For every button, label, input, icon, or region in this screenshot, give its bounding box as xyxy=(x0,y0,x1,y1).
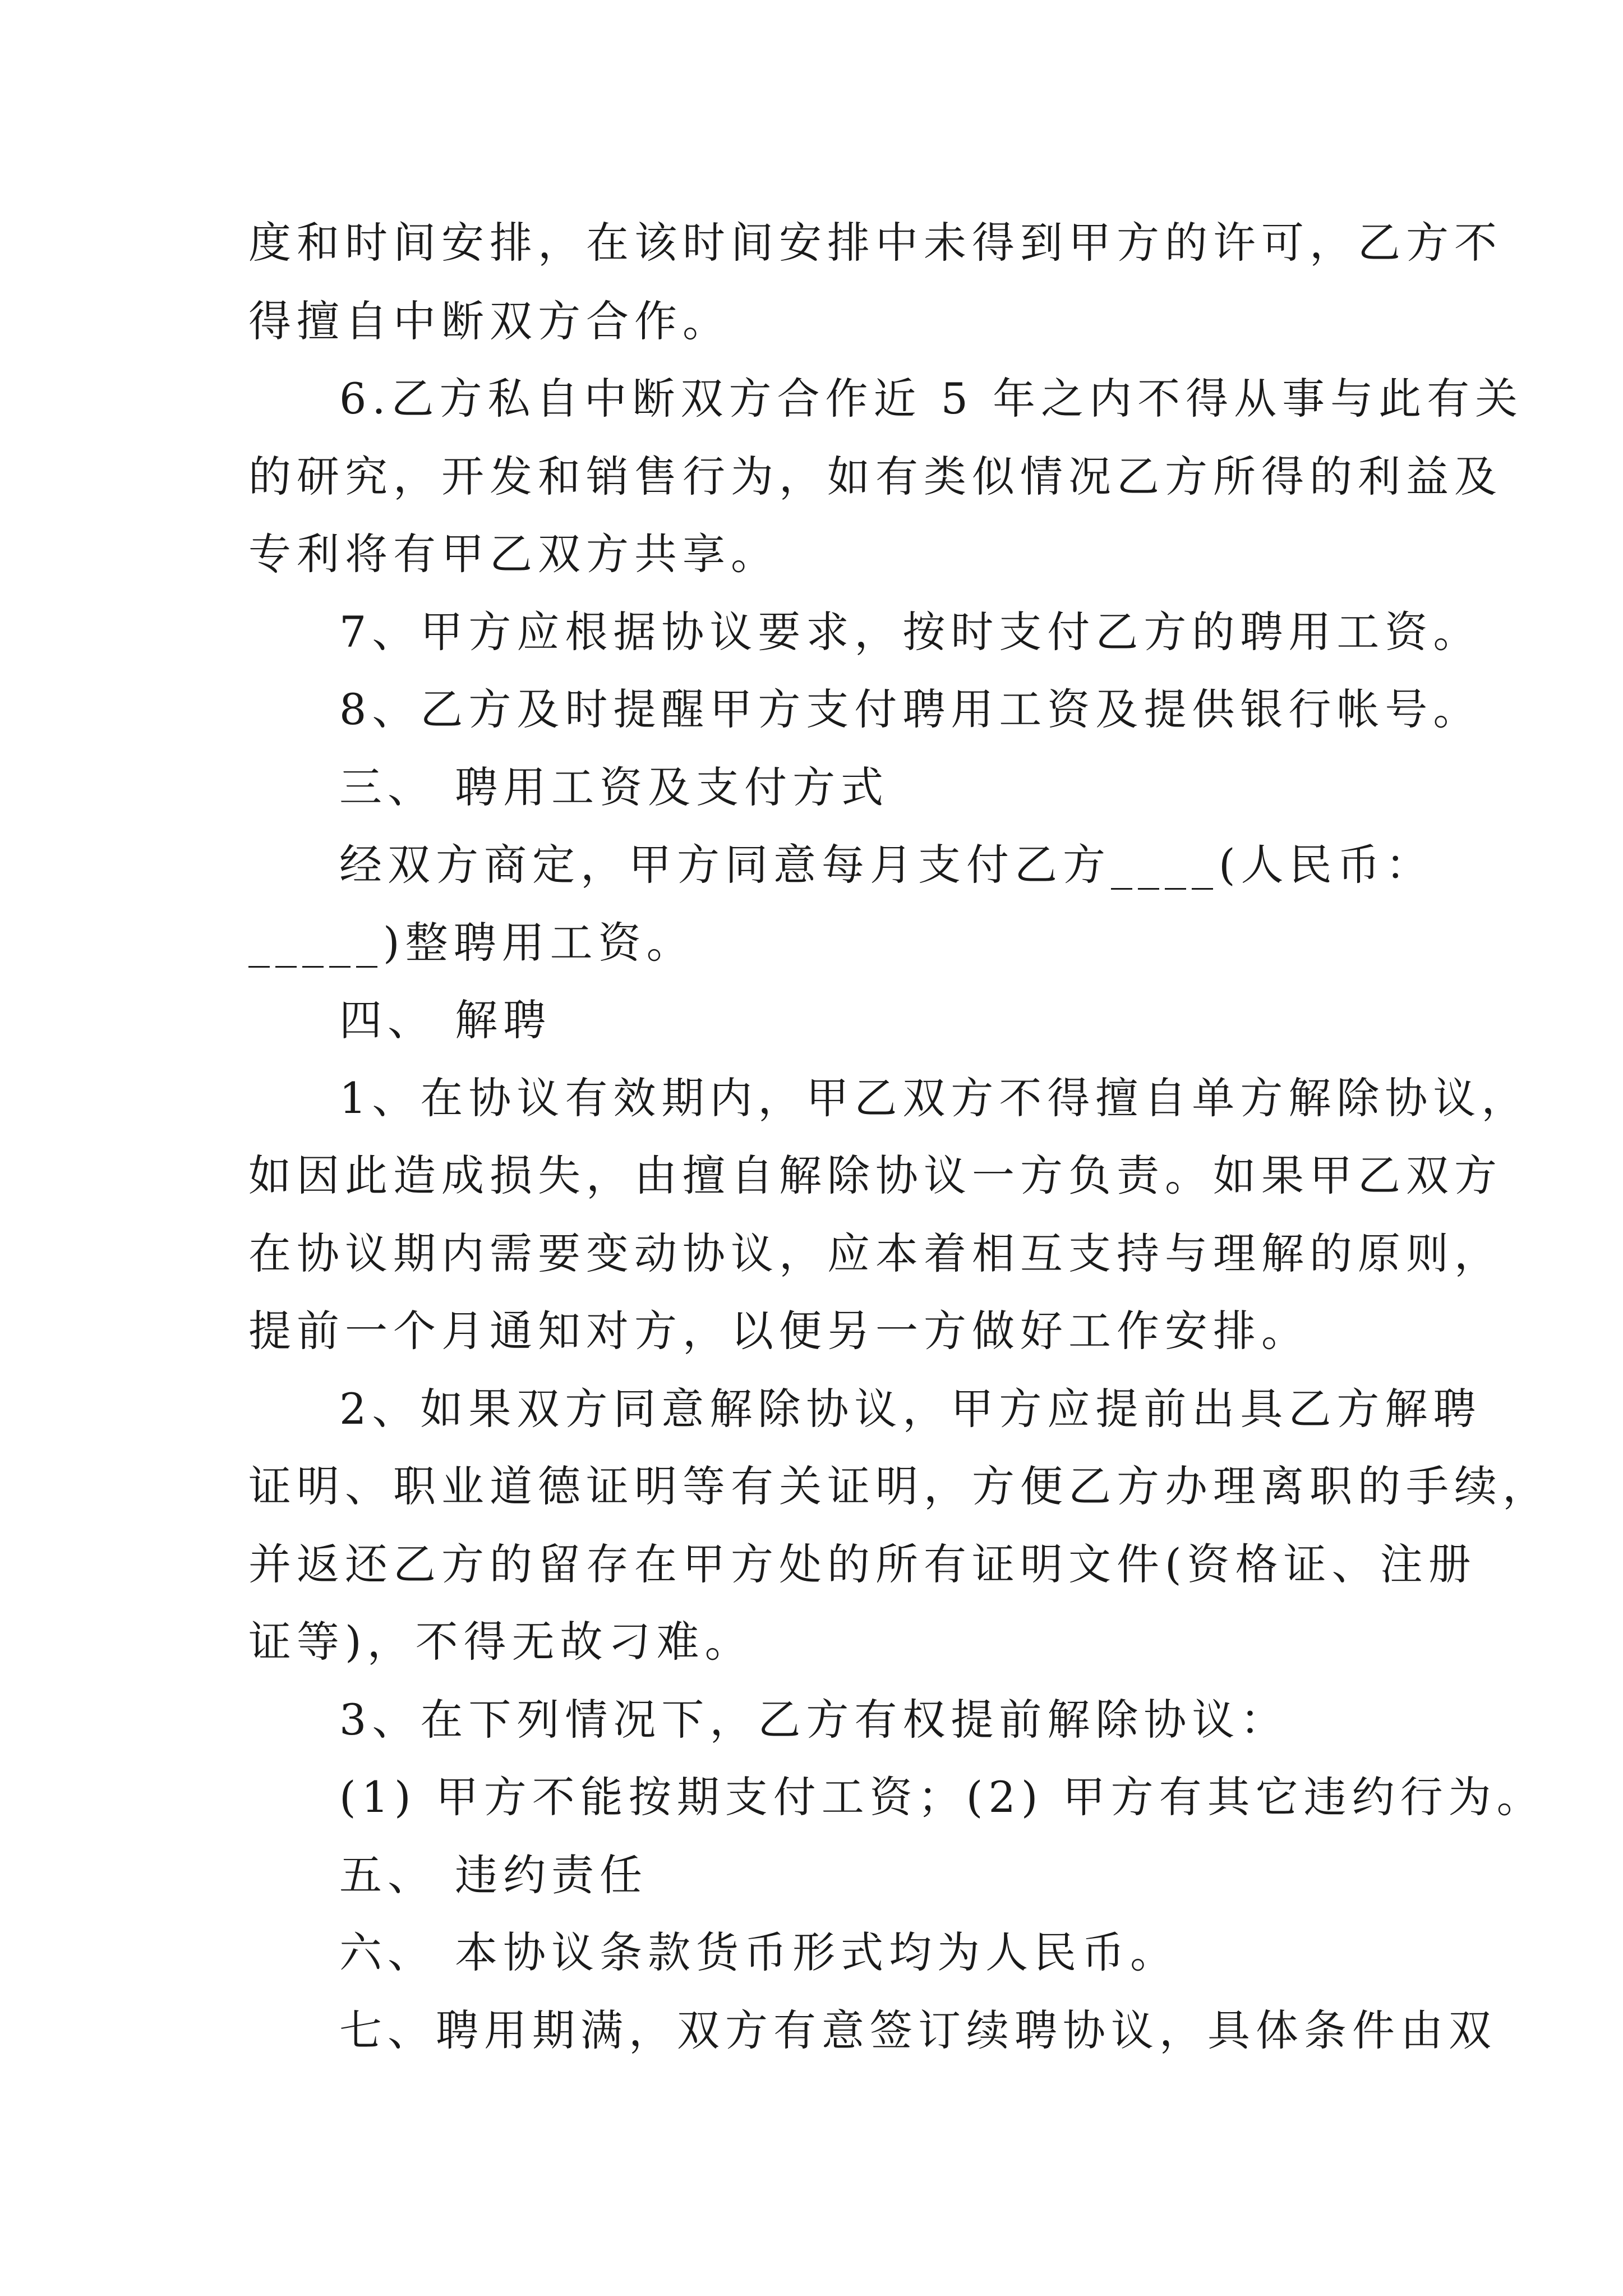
section-heading: 五、 违约责任 xyxy=(339,1850,648,1900)
text-line: 的研究，开发和销售行为，如有类似情况乙方所得的利益及 xyxy=(248,452,1502,501)
text-line: _____)整聘用工资。 xyxy=(248,918,695,968)
text-line: 在协议期内需要变动协议，应本着相互支持与理解的原则， xyxy=(248,1228,1502,1278)
text-line: 3、在下列情况下，乙方有权提前解除协议： xyxy=(339,1695,1289,1745)
text-line: 6.乙方私自中断双方合作近 5 年之内不得从事与此有关 xyxy=(339,374,1524,424)
text-line: 提前一个月通知对方，以便另一方做好工作安排。 xyxy=(248,1306,1310,1356)
text-line: 证等)，不得无故刁难。 xyxy=(248,1617,753,1667)
text-line: 1、在协议有效期内，甲乙双方不得擅自单方解除协议， xyxy=(339,1073,1530,1123)
text-line: 度和时间安排，在该时间安排中未得到甲方的许可，乙方不 xyxy=(248,218,1502,268)
text-line: 如因此造成损失，由擅自解除协议一方负责。如果甲乙双方 xyxy=(248,1151,1502,1200)
text-line: 经双方商定，甲方同意每月支付乙方____(人民币： xyxy=(339,840,1434,890)
section-heading: 三、 聘用工资及支付方式 xyxy=(339,762,889,812)
text-line: 得擅自中断双方合作。 xyxy=(248,296,731,346)
text-line: 2、如果双方同意解除协议，甲方应提前出具乙方解聘 xyxy=(339,1384,1482,1434)
text-line: (1) 甲方不能按期支付工资；(2) 甲方有其它违约行为。 xyxy=(339,1772,1545,1822)
text-line: 证明、职业道德证明等有关证明，方便乙方办理离职的手续， xyxy=(248,1461,1551,1511)
section-heading: 四、 解聘 xyxy=(339,995,552,1045)
text-line: 七、聘用期满，双方有意签订续聘协议，具体条件由双 xyxy=(339,2005,1497,2055)
text-line: 并返还乙方的留存在甲方处的所有证明文件(资格证、注册 xyxy=(248,1539,1477,1589)
section-heading: 六、 本协议条款货币形式均为人民币。 xyxy=(339,1927,1179,1977)
text-line: 专利将有甲乙双方共享。 xyxy=(248,529,779,579)
text-line: 8、乙方及时提醒甲方支付聘用工资及提供银行帐号。 xyxy=(339,684,1482,734)
text-line: 7、甲方应根据协议要求，按时支付乙方的聘用工资。 xyxy=(339,607,1482,657)
